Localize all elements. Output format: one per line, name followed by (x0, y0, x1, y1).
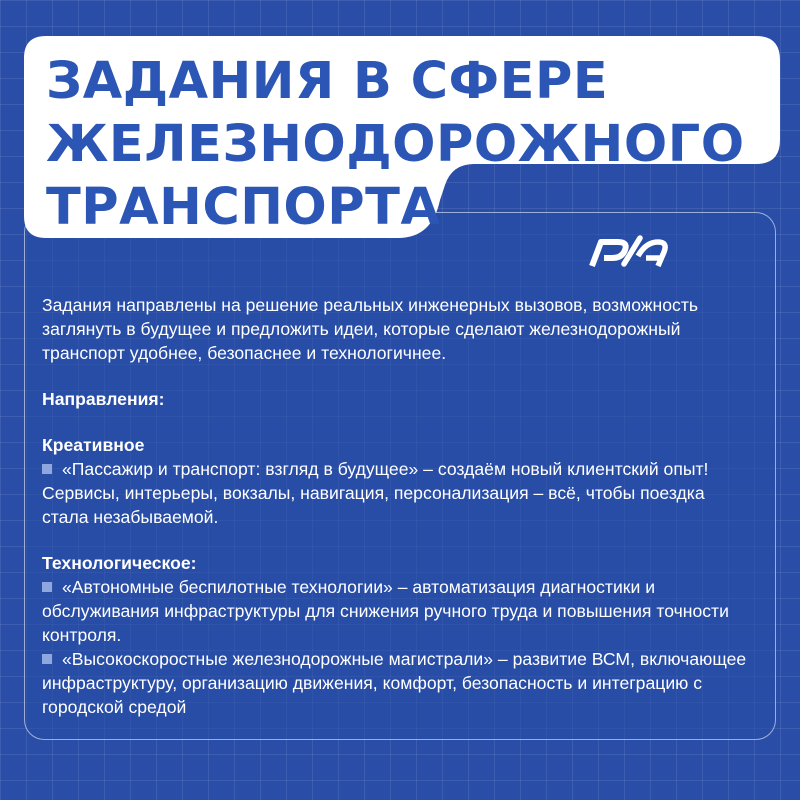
title-line: ЗАДАНИЯ В СФЕРЕ (46, 52, 609, 111)
title-line: ТРАНСПОРТА (46, 178, 441, 237)
title-card (0, 0, 800, 300)
list-item-text: «Высокоскоростные железнодорожные магистрали» – развитие ВСМ, включающее инфраструктуру, организацию движения, комфорт, безопасность и интеграцию с городской средой (42, 649, 747, 717)
square-bullet-icon (42, 654, 52, 664)
list-item-text: «Пассажир и транспорт: взгляд в будущее» – создаём новый клиентский опыт! Сервисы, интерьеры, вокзалы, навигация, персонализация – всё, чтобы поездка стала незабываемой. (42, 459, 709, 527)
square-bullet-icon (42, 582, 52, 592)
section-heading: Креативное (42, 435, 145, 455)
section-technological (42, 551, 752, 719)
directions-heading: Направления: (42, 389, 165, 409)
section-heading: Технологическое: (42, 553, 197, 573)
page-title (46, 50, 766, 239)
list-item-text: «Автономные беспилотные технологии» – автоматизация диагностики и обслуживания инфраструктуры для снижения ручного труда и повышения точности контроля. (42, 577, 729, 645)
content (42, 293, 752, 741)
rzd-logo (588, 228, 674, 268)
square-bullet-icon (42, 464, 52, 474)
list-item (42, 575, 752, 647)
section-creative (42, 433, 752, 529)
list-item (42, 647, 752, 719)
intro-text: Задания направлены на решение реальных инженерных вызовов, возможность заглянуть в будущее и предложить идеи, которые сделают железнодорожный транспорт удобнее, безопаснее и технологичнее. (42, 295, 699, 363)
title-line: ЖЕЛЕЗНОДОРОЖНОГО (46, 115, 745, 174)
list-item (42, 457, 752, 529)
